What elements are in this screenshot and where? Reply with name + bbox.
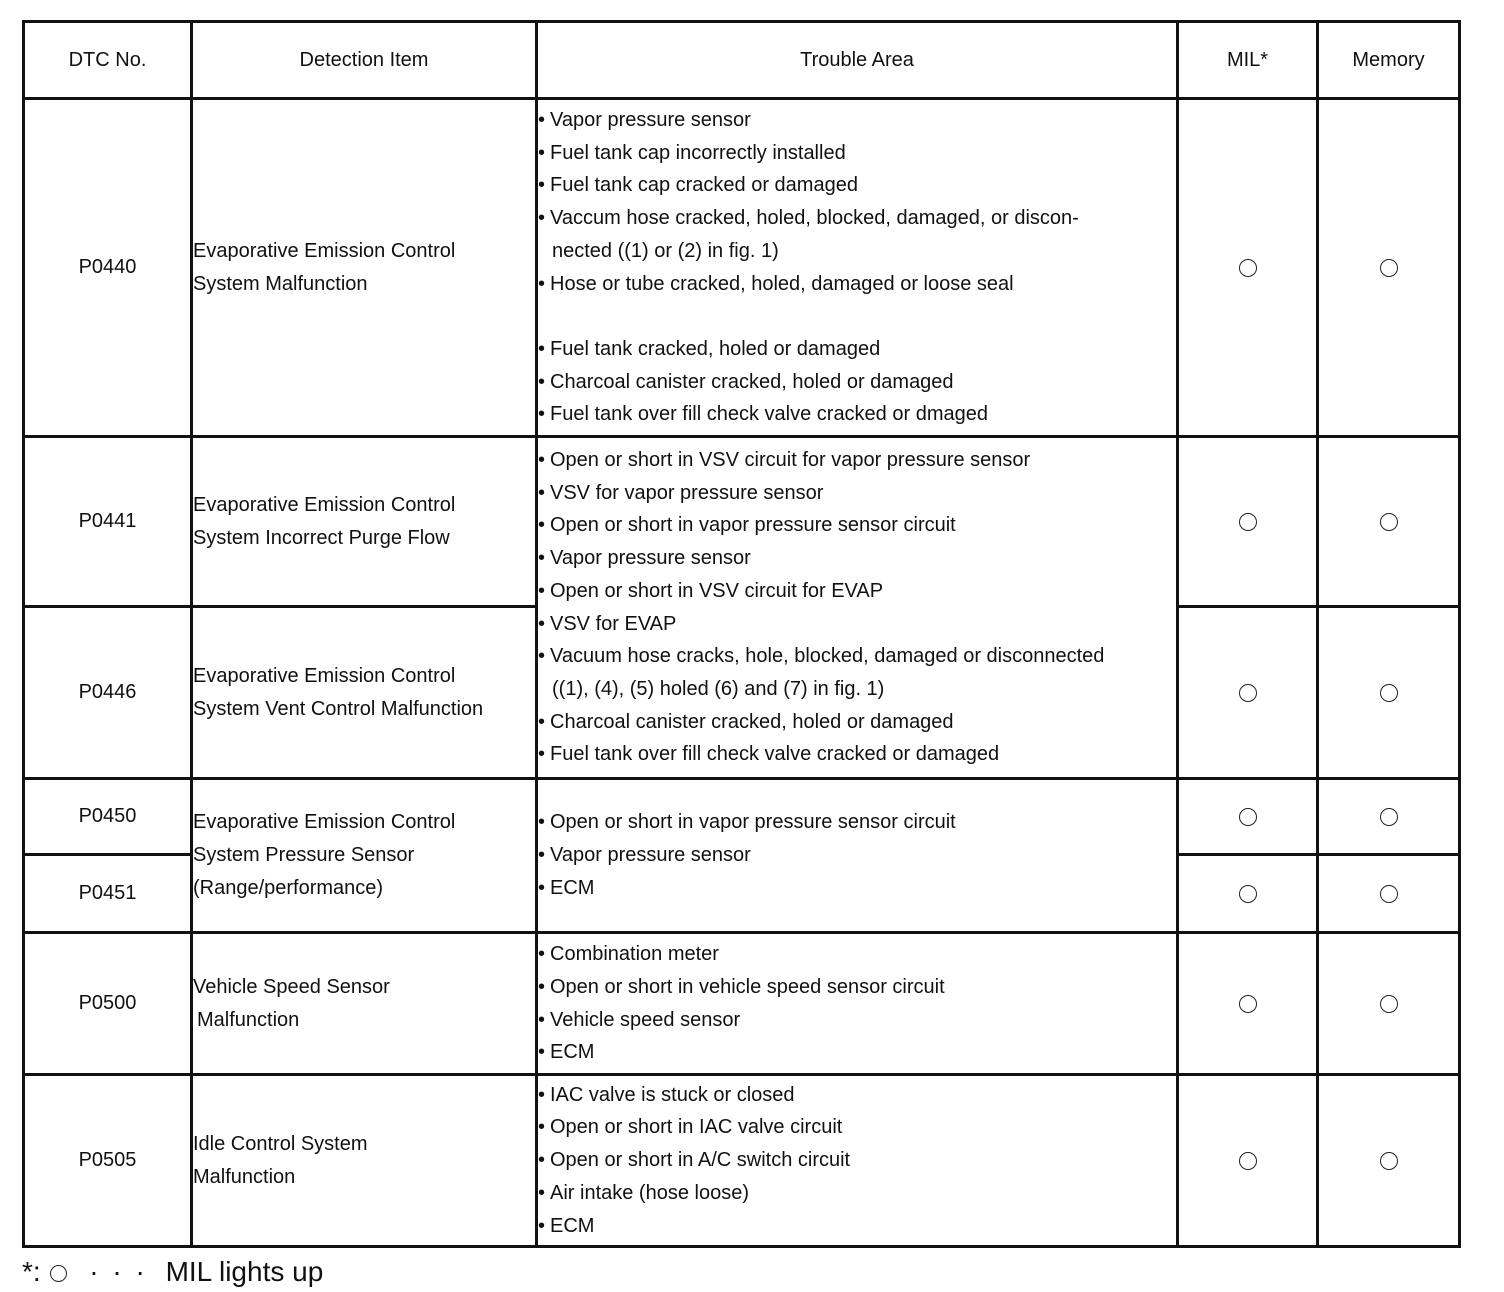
detection-item xyxy=(192,607,537,779)
dtc-table xyxy=(22,20,1461,1248)
detection-line: System Incorrect Purge Flow xyxy=(193,526,450,549)
mil-cell xyxy=(1178,1075,1318,1247)
footnote-dots: · · · xyxy=(89,1256,148,1287)
trouble-item: • Fuel tank over fill check valve cracked or damaged xyxy=(538,743,1000,766)
detection-line: Evaporative Emission Control xyxy=(193,811,456,833)
trouble-item: • ECM xyxy=(538,876,595,899)
header-memory: Memory xyxy=(1318,22,1460,99)
trouble-item: • Open or short in vapor pressure sensor circuit xyxy=(538,811,956,834)
circle-mark-icon xyxy=(1239,995,1257,1013)
detection-line: Malfunction xyxy=(193,1165,296,1188)
trouble-item: • Vehicle speed sensor xyxy=(538,1008,741,1031)
trouble-item: • Vacuum hose cracks, hole, blocked, damaged or disconnected xyxy=(538,645,1105,668)
table-row-p0450 xyxy=(24,779,1460,855)
trouble-item: • IAC valve is stuck or closed xyxy=(538,1083,795,1106)
trouble-item: • Combination meter xyxy=(538,943,719,966)
trouble-item: • Vapor pressure sensor xyxy=(538,547,751,570)
trouble-item: • Charcoal canister cracked, holed or damaged xyxy=(538,370,954,393)
header-detection-item: Detection Item xyxy=(192,22,537,99)
trouble-item: • Charcoal canister cracked, holed or damaged xyxy=(538,710,954,733)
dtc-code: P0505 xyxy=(24,1075,192,1247)
header-row xyxy=(24,22,1460,99)
trouble-item: • Fuel tank cracked, holed or damaged xyxy=(538,337,881,360)
detection-line: Evaporative Emission Control xyxy=(193,239,456,262)
memory-cell xyxy=(1318,779,1460,855)
detection-line: Idle Control System xyxy=(193,1132,368,1155)
mil-cell xyxy=(1178,607,1318,779)
footnote-text: MIL lights up xyxy=(165,1256,324,1287)
memory-cell xyxy=(1318,607,1460,779)
circle-mark-icon xyxy=(1239,808,1257,826)
circle-mark-icon xyxy=(1239,684,1257,702)
dtc-code: P0441 xyxy=(24,437,192,607)
trouble-item: • Open or short in A/C switch circuit xyxy=(538,1149,851,1172)
detection-item xyxy=(192,779,537,933)
trouble-item: • Air intake (hose loose) xyxy=(538,1181,749,1204)
circle-mark-icon xyxy=(50,1265,67,1282)
table-row-p0441 xyxy=(24,437,1460,607)
trouble-item: • Open or short in vapor pressure sensor circuit xyxy=(538,514,956,537)
table-row-p0500 xyxy=(24,933,1460,1075)
dtc-code: P0446 xyxy=(24,607,192,779)
detection-line: System Vent Control Malfunction xyxy=(193,697,484,720)
trouble-item-continuation: nected ((1) or (2) in fig. 1) xyxy=(552,239,779,262)
footnote xyxy=(22,1254,323,1290)
footnote-prefix: *: xyxy=(22,1256,41,1287)
circle-mark-icon xyxy=(1380,684,1398,702)
circle-mark-icon xyxy=(1239,1152,1257,1170)
dtc-code: P0451 xyxy=(24,855,192,933)
trouble-item: • Hose or tube cracked, holed, damaged or loose seal xyxy=(538,272,1014,295)
trouble-item: • Vapor pressure sensor xyxy=(538,108,751,131)
trouble-area xyxy=(537,1075,1178,1247)
circle-mark-icon xyxy=(1380,808,1398,826)
detection-line: System Malfunction xyxy=(193,272,368,295)
trouble-item: • Open or short in vehicle speed sensor circuit xyxy=(538,975,945,998)
trouble-area xyxy=(537,99,1178,437)
circle-mark-icon xyxy=(1239,513,1257,531)
detection-item xyxy=(192,437,537,607)
detection-line: Malfunction xyxy=(197,1008,300,1031)
mil-cell xyxy=(1178,437,1318,607)
trouble-item: • ECM xyxy=(538,1041,595,1064)
detection-line: System Pressure Sensor xyxy=(193,844,415,866)
header-trouble-area: Trouble Area xyxy=(537,22,1178,99)
table-row-p0505 xyxy=(24,1075,1460,1247)
trouble-item: • Fuel tank over fill check valve cracked or dmaged xyxy=(538,403,988,426)
mil-cell xyxy=(1178,933,1318,1075)
memory-cell xyxy=(1318,1075,1460,1247)
circle-mark-icon xyxy=(1239,259,1257,277)
trouble-item: • Vaccum hose cracked, holed, blocked, damaged, or discon- xyxy=(538,207,1079,230)
detection-item xyxy=(192,99,537,437)
trouble-item: • VSV for vapor pressure sensor xyxy=(538,481,824,504)
detection-line: Vehicle Speed Sensor xyxy=(193,975,390,998)
detection-line: (Range/performance) xyxy=(193,877,384,899)
mil-cell xyxy=(1178,99,1318,437)
trouble-area-shared xyxy=(537,437,1178,779)
detection-line: Evaporative Emission Control xyxy=(193,493,456,516)
header-mil: MIL* xyxy=(1178,22,1318,99)
trouble-item-continuation: ((1), (4), (5) holed (6) and (7) in fig. 1) xyxy=(552,677,885,700)
detection-line: Evaporative Emission Control xyxy=(193,664,456,687)
circle-mark-icon xyxy=(1380,885,1398,903)
dtc-code: P0500 xyxy=(24,933,192,1075)
circle-mark-icon xyxy=(1380,1152,1398,1170)
trouble-item: • Vapor pressure sensor xyxy=(538,844,751,867)
trouble-item: • Open or short in VSV circuit for vapor pressure sensor xyxy=(538,448,1031,471)
memory-cell xyxy=(1318,933,1460,1075)
trouble-item: • Open or short in VSV circuit for EVAP xyxy=(538,579,884,602)
dtc-code: P0440 xyxy=(24,99,192,437)
circle-mark-icon xyxy=(1380,513,1398,531)
trouble-area xyxy=(537,933,1178,1075)
mil-cell xyxy=(1178,779,1318,855)
trouble-item: • VSV for EVAP xyxy=(538,612,677,635)
trouble-item: • Open or short in IAC valve circuit xyxy=(538,1116,843,1139)
detection-item xyxy=(192,1075,537,1247)
trouble-area xyxy=(537,779,1178,933)
header-dtc-no: DTC No. xyxy=(24,22,192,99)
table-row-p0440 xyxy=(24,99,1460,437)
trouble-item: • Fuel tank cap cracked or damaged xyxy=(538,174,858,197)
memory-cell xyxy=(1318,855,1460,933)
mil-cell xyxy=(1178,855,1318,933)
circle-mark-icon xyxy=(1239,885,1257,903)
dtc-code: P0450 xyxy=(24,779,192,855)
detection-item xyxy=(192,933,537,1075)
memory-cell xyxy=(1318,437,1460,607)
circle-mark-icon xyxy=(1380,259,1398,277)
memory-cell xyxy=(1318,99,1460,437)
trouble-item: • ECM xyxy=(538,1214,595,1237)
circle-mark-icon xyxy=(1380,995,1398,1013)
trouble-item: • Fuel tank cap incorrectly installed xyxy=(538,141,846,164)
